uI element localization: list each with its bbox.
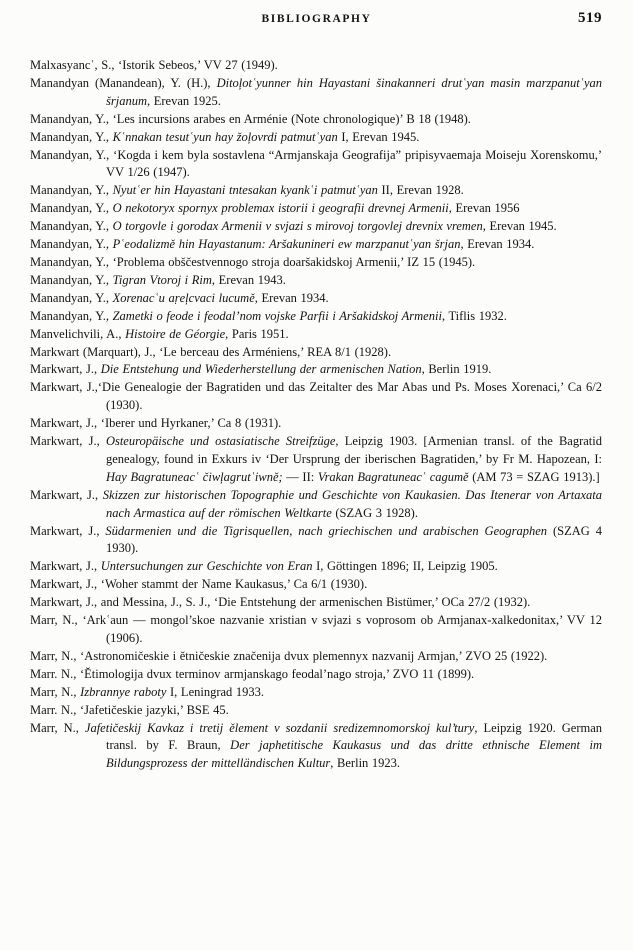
text-segment: Markwart, J., ‘Iberer und Hyrkaner,’ Ca 8 (1931). bbox=[30, 416, 282, 431]
text-segment: Manandyan, Y., bbox=[30, 219, 113, 234]
work-title-segment: Der japhetitische Kaukasus und das dritte ethnische Element im Bildungsprozess der mittelländischen Kultur bbox=[106, 738, 602, 771]
work-title-segment: Skizzen zur historischen Topographie und Geschichte von Kaukasien. Das Itenerar von Artaxata nach Armastica auf der römischen Weltkarte bbox=[102, 487, 602, 520]
bib-entry bbox=[30, 666, 602, 684]
work-title-segment: Izbrannye raboty bbox=[80, 684, 167, 699]
text-segment: Markwart, J., bbox=[30, 487, 103, 502]
text-segment: Marr, N., ‘Astronomičeskie i ětničeskie značenija dvux plemennyx nazvanij Armjan,’ ZVO 25 (1922). bbox=[30, 648, 548, 663]
text-segment: Manandyan, Y., bbox=[30, 290, 113, 305]
text-segment: Marr, N., bbox=[30, 684, 81, 699]
bib-entry bbox=[30, 523, 602, 559]
text-segment: I, Göttingen 1896; II, Leipzig 1905. bbox=[312, 559, 498, 574]
text-segment: Malxasyancʿ, S., ‘Istorik Sebeos,’ VV 27 (1949). bbox=[30, 58, 278, 72]
bib-entry bbox=[30, 254, 602, 272]
work-title-segment: Osteuropäische und ostasiatische Streifzüge bbox=[105, 434, 336, 449]
text-segment: , Erevan 1956 bbox=[448, 201, 520, 216]
text-segment: Manandyan, Y., bbox=[30, 201, 113, 216]
bib-entry bbox=[30, 129, 602, 147]
work-title-segment: Südarmenien und die Tigrisquellen, nach griechischen und arabischen Geographen bbox=[105, 523, 548, 538]
work-title-segment: Nyutʿer hin Hayastani tntesakan kyankʿi patmutʿyan bbox=[112, 183, 378, 198]
work-title-segment: Hay Bagratuneacʿ čiwļagrutʿiwně; bbox=[106, 469, 283, 484]
work-title-segment: Tigran Vtoroj i Rim bbox=[112, 272, 212, 287]
text-segment: , Erevan 1945. bbox=[482, 219, 557, 234]
work-title-segment: Pʿeodalizmě hin Hayastanum: Aršakunineri ew marzpanutʿyan šrjan bbox=[112, 237, 461, 252]
text-segment: (AM 73 = SZAG 1913).] bbox=[468, 469, 600, 484]
bib-entry bbox=[30, 344, 602, 362]
bib-entry bbox=[30, 57, 602, 75]
text-segment: Manandyan, Y., ‘Kogda i kem byla sostavlena “Armjanskaja Geografija” pripisyvaemaja Moiseju Xorenskomu,’ VV 1/26 (1947). bbox=[30, 147, 602, 180]
bib-entry bbox=[30, 290, 602, 308]
text-segment: Marr, N., bbox=[30, 720, 85, 735]
work-title-segment: Kʿnnakan tesutʿyun hay žoļovrdi patmutʿyan bbox=[112, 129, 338, 144]
text-segment: , Berlin 1923. bbox=[330, 756, 401, 771]
work-title-segment: Ditoļotʿyunner hin Hayastani šinakanneri drutʿyan masin marzpanutʿyan šrjanum bbox=[106, 75, 602, 108]
work-title-segment: Vrakan Bagratuneacʿ cagumě bbox=[317, 469, 469, 484]
work-title-segment: Histoire de Géorgie bbox=[125, 326, 226, 341]
page-title: BIBLIOGRAPHY bbox=[261, 13, 372, 25]
running-head bbox=[0, 10, 633, 30]
text-segment: Manandyan, Y., bbox=[30, 308, 113, 323]
bib-entry bbox=[30, 612, 602, 648]
text-segment: Manandyan, Y., ‘Problema obščestvennogo stroja doaršakidskoj Armenii,’ IZ 15 (1945). bbox=[30, 254, 476, 269]
bib-entry bbox=[30, 594, 602, 612]
bib-entry bbox=[30, 147, 602, 183]
text-segment: , Tiflis 1932. bbox=[441, 308, 507, 323]
bib-entry bbox=[30, 684, 602, 702]
text-segment: I, Erevan 1945. bbox=[337, 129, 420, 144]
text-segment: Manandyan, Y., bbox=[30, 237, 113, 252]
work-title-segment: O nekotoryx spornyx problemax istorii i geografii drevnej Armenii bbox=[112, 201, 449, 216]
text-segment: Manvelichvili, A., bbox=[30, 326, 126, 341]
text-segment: , Erevan 1934. bbox=[460, 237, 535, 252]
text-segment: Manandyan (Manandean), Y. (H.), bbox=[30, 75, 217, 90]
text-segment: Markwart, J., bbox=[30, 559, 101, 574]
text-segment: Manandyan, Y., bbox=[30, 129, 113, 144]
text-segment: Markwart, J., and Messina, J., S. J., ‘Die Entstehung der armenischen Bistümer,’ OCa 27/2 (1932). bbox=[30, 595, 531, 610]
bib-entry bbox=[30, 272, 602, 290]
bib-entry bbox=[30, 182, 602, 200]
text-segment: , Paris 1951. bbox=[225, 326, 289, 341]
text-segment: , Erevan 1925. bbox=[146, 93, 221, 108]
bib-entry bbox=[30, 75, 602, 111]
page-number: 519 bbox=[578, 10, 602, 26]
bib-entry bbox=[30, 558, 602, 576]
text-segment: , Leipzig 1903. [Armenian transl. of the Bagratid genealogy, found in Exkurs iv ‘Der Ursprung der iberischen Bagratiden,’ by Fr M. Hapozean, I: bbox=[106, 434, 603, 466]
bib-entry bbox=[30, 236, 602, 254]
bib-entry bbox=[30, 487, 602, 523]
text-segment: Markwart, J., bbox=[30, 362, 101, 377]
bib-entry bbox=[30, 361, 602, 379]
bib-entry bbox=[30, 702, 602, 720]
work-title-segment: Jafetičeskij Kavkaz i tretij ělement v sozdanii sredizemnomorskoj kul’tury bbox=[84, 720, 475, 735]
text-segment: Markwart, J., bbox=[30, 434, 106, 449]
text-segment: , Erevan 1943. bbox=[211, 272, 286, 287]
bib-entry bbox=[30, 720, 602, 774]
text-segment: Manandyan, Y., bbox=[30, 272, 113, 287]
bib-entry bbox=[30, 218, 602, 236]
bib-entry bbox=[30, 326, 602, 344]
text-segment: Marr. N., ‘Jafetičeskie jazyki,’ BSE 45. bbox=[30, 702, 229, 717]
text-segment: Markwart (Marquart), J., ‘Le berceau des Arméniens,’ REA 8/1 (1928). bbox=[30, 344, 392, 359]
bib-entry bbox=[30, 379, 602, 415]
text-segment: Markwart, J.,‘Die Genealogie der Bagratiden und das Zeitalter des Mar Abas und Ps. Moses Xorenaci,’ Ca 6/2 (1930). bbox=[30, 380, 602, 413]
text-segment: — II: bbox=[282, 469, 318, 484]
bib-entry bbox=[30, 576, 602, 594]
work-title-segment: Xorenacʿu aṛeļcvaci lucumě bbox=[112, 290, 255, 305]
bib-entry bbox=[30, 648, 602, 666]
bib-entry bbox=[30, 200, 602, 218]
text-segment: Markwart, J., ‘Woher stammt der Name Kaukasus,’ Ca 6/1 (1930). bbox=[30, 577, 368, 592]
text-segment: , Erevan 1934. bbox=[254, 290, 329, 305]
text-segment: I, Leningrad 1933. bbox=[166, 684, 265, 699]
text-segment: (SZAG 4 1930). bbox=[106, 523, 602, 556]
text-segment: , Berlin 1919. bbox=[421, 362, 492, 377]
bibliography-list bbox=[30, 57, 602, 773]
bib-entry bbox=[30, 415, 602, 433]
text-segment: Manandyan, Y., bbox=[30, 183, 113, 198]
text-segment: Manandyan, Y., ‘Les incursions arabes en Arménie (Note chronologique)’ B 18 (1948). bbox=[30, 111, 471, 126]
text-segment: (SZAG 3 1928). bbox=[331, 505, 418, 520]
work-title-segment: Die Entstehung und Wiederherstellung der armenischen Nation bbox=[100, 362, 422, 377]
text-segment: , Leipzig 1920. German transl. by F. Braun, bbox=[106, 720, 603, 753]
text-segment: Marr. N., ‘Ĕtimologija dvux terminov armjanskago feodal’nago stroja,’ ZVO 11 (1899). bbox=[30, 666, 475, 681]
bib-entry bbox=[30, 308, 602, 326]
work-title-segment: Zametki o feode i feodal’nom vojske Parfii i Aršakidskoj Armenii bbox=[112, 308, 442, 323]
text-segment: Marr, N., ‘Arkʿaun — mongol’skoe nazvanie xristian v svjazi s voprosom ob Armjanax-xalkedonitax,’ VV 12 (1906). bbox=[30, 613, 602, 645]
bib-entry bbox=[30, 433, 602, 487]
work-title-segment: O torgovle i gorodax Armenii v svjazi s mirovoj torgovlej drevnix vremen bbox=[112, 219, 483, 234]
work-title-segment: Untersuchungen zur Geschichte von Eran bbox=[100, 559, 313, 574]
bib-entry bbox=[30, 111, 602, 129]
text-segment: II, Erevan 1928. bbox=[377, 183, 464, 198]
text-segment: Markwart, J., bbox=[30, 523, 106, 538]
